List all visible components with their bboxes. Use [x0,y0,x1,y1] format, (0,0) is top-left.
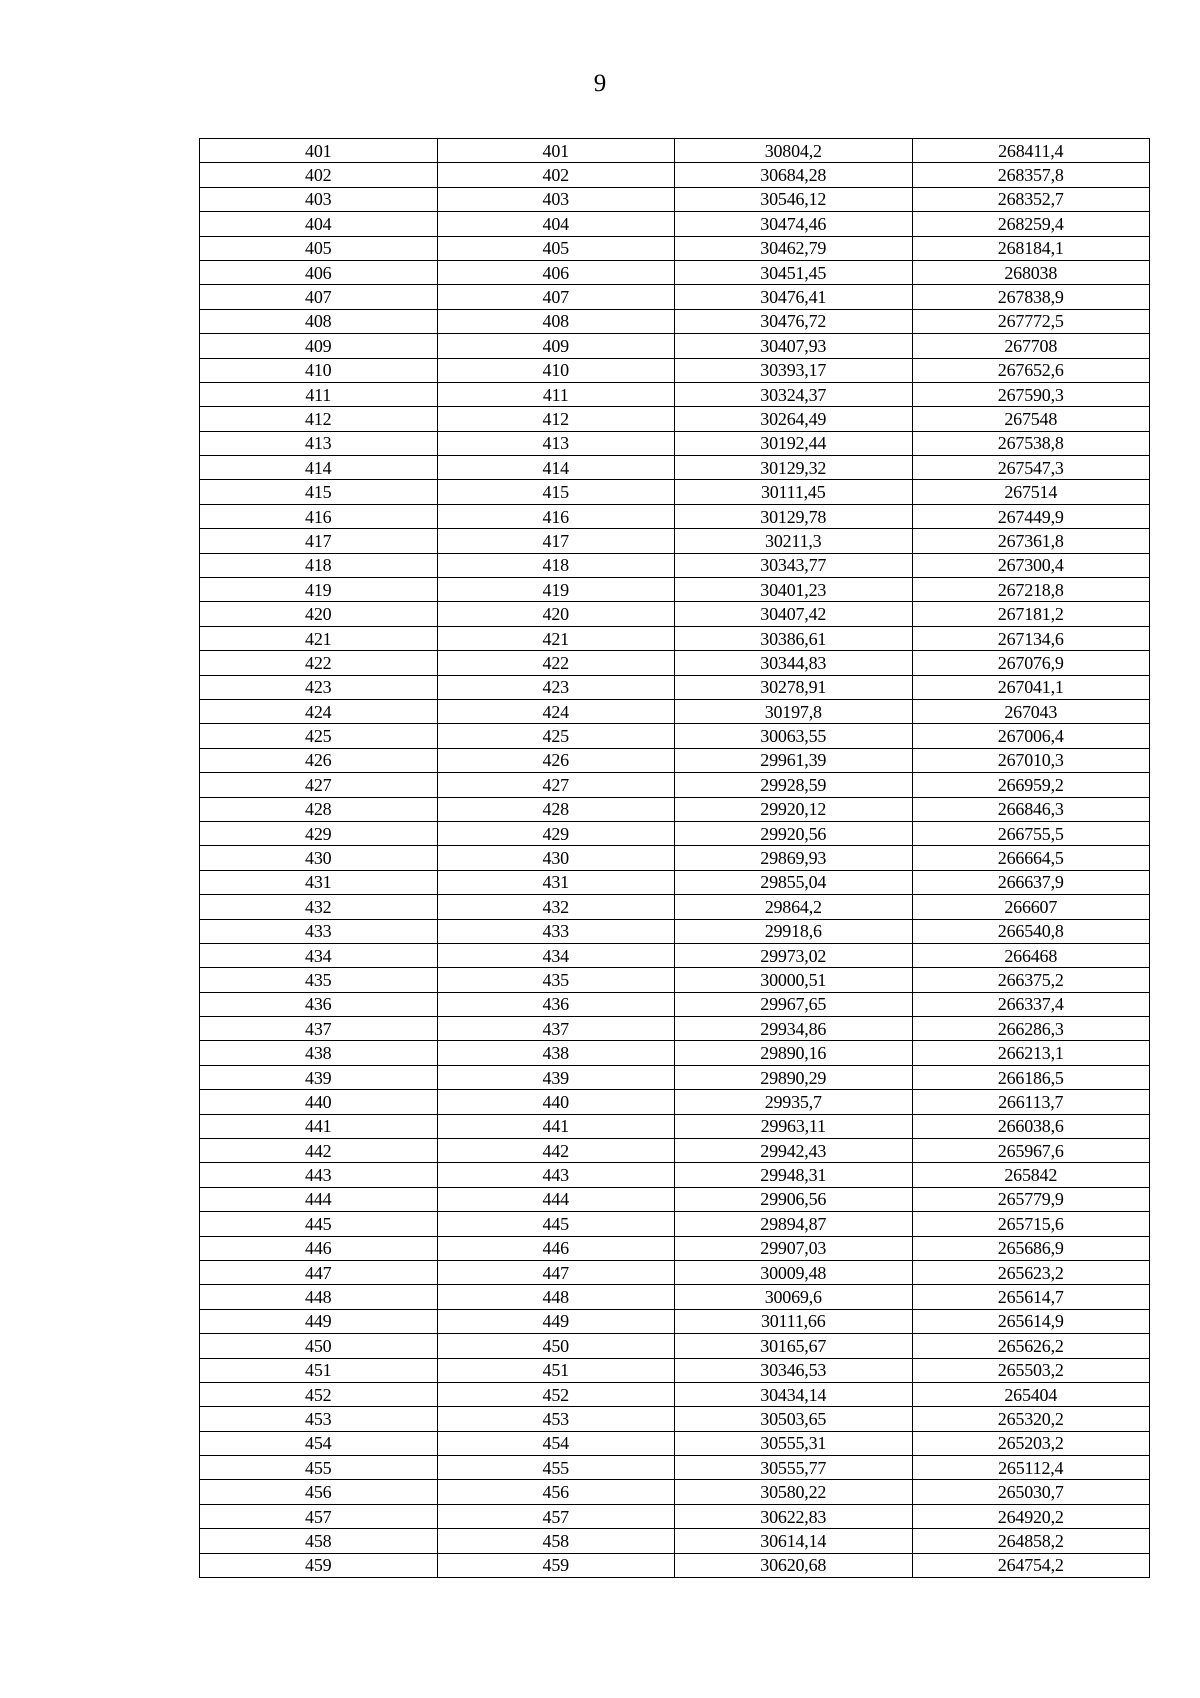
point-id-cell: 421 [437,626,675,650]
y-coordinate-cell: 266038,6 [912,1114,1150,1138]
y-coordinate-cell: 266286,3 [912,1017,1150,1041]
table-row [200,797,1150,821]
point-id-cell: 403 [437,187,675,211]
point-number-cell: 417 [200,529,438,553]
x-coordinate-cell: 30393,17 [675,358,913,382]
x-coordinate-cell: 30165,67 [675,1334,913,1358]
x-coordinate-cell: 29890,16 [675,1041,913,1065]
table-row [200,1163,1150,1187]
x-coordinate-cell: 30278,91 [675,675,913,699]
x-coordinate-cell: 30343,77 [675,553,913,577]
point-number-cell: 440 [200,1090,438,1114]
point-id-cell: 423 [437,675,675,699]
point-number-cell: 451 [200,1358,438,1382]
table-row [200,1382,1150,1406]
y-coordinate-cell: 265203,2 [912,1431,1150,1455]
y-coordinate-cell: 266113,7 [912,1090,1150,1114]
y-coordinate-cell: 267041,1 [912,675,1150,699]
point-number-cell: 438 [200,1041,438,1065]
coordinates-table [199,138,1150,1578]
y-coordinate-cell: 266375,2 [912,968,1150,992]
y-coordinate-cell: 267590,3 [912,382,1150,406]
point-id-cell: 434 [437,943,675,967]
point-number-cell: 459 [200,1553,438,1577]
y-coordinate-cell: 267547,3 [912,456,1150,480]
table-row [200,1309,1150,1333]
y-coordinate-cell: 266846,3 [912,797,1150,821]
x-coordinate-cell: 30129,32 [675,456,913,480]
table-row [200,334,1150,358]
y-coordinate-cell: 265626,2 [912,1334,1150,1358]
point-id-cell: 459 [437,1553,675,1577]
table-row [200,1285,1150,1309]
point-number-cell: 413 [200,431,438,455]
point-id-cell: 449 [437,1309,675,1333]
point-id-cell: 413 [437,431,675,455]
point-id-cell: 429 [437,821,675,845]
table-row [200,1017,1150,1041]
y-coordinate-cell: 268357,8 [912,163,1150,187]
point-number-cell: 455 [200,1456,438,1480]
point-id-cell: 425 [437,724,675,748]
point-number-cell: 449 [200,1309,438,1333]
point-number-cell: 439 [200,1065,438,1089]
point-number-cell: 401 [200,139,438,163]
table-row [200,1358,1150,1382]
x-coordinate-cell: 29907,03 [675,1236,913,1260]
table-row [200,578,1150,602]
y-coordinate-cell: 266540,8 [912,919,1150,943]
point-number-cell: 404 [200,212,438,236]
point-id-cell: 414 [437,456,675,480]
point-id-cell: 455 [437,1456,675,1480]
point-number-cell: 443 [200,1163,438,1187]
point-id-cell: 450 [437,1334,675,1358]
table-row [200,382,1150,406]
point-number-cell: 450 [200,1334,438,1358]
point-id-cell: 437 [437,1017,675,1041]
y-coordinate-cell: 267514 [912,480,1150,504]
point-number-cell: 431 [200,870,438,894]
table-row [200,821,1150,845]
y-coordinate-cell: 267043 [912,699,1150,723]
point-id-cell: 404 [437,212,675,236]
y-coordinate-cell: 267006,4 [912,724,1150,748]
x-coordinate-cell: 30111,66 [675,1309,913,1333]
x-coordinate-cell: 29934,86 [675,1017,913,1041]
point-id-cell: 408 [437,309,675,333]
point-id-cell: 419 [437,578,675,602]
point-number-cell: 423 [200,675,438,699]
x-coordinate-cell: 29973,02 [675,943,913,967]
y-coordinate-cell: 267708 [912,334,1150,358]
point-number-cell: 420 [200,602,438,626]
point-id-cell: 415 [437,480,675,504]
x-coordinate-cell: 30069,6 [675,1285,913,1309]
x-coordinate-cell: 29967,65 [675,992,913,1016]
point-id-cell: 453 [437,1407,675,1431]
point-number-cell: 403 [200,187,438,211]
point-number-cell: 418 [200,553,438,577]
y-coordinate-cell: 265614,9 [912,1309,1150,1333]
point-id-cell: 422 [437,651,675,675]
table-row [200,1529,1150,1553]
point-number-cell: 427 [200,773,438,797]
point-number-cell: 411 [200,382,438,406]
x-coordinate-cell: 29935,7 [675,1090,913,1114]
point-id-cell: 443 [437,1163,675,1187]
table-row [200,1504,1150,1528]
point-id-cell: 439 [437,1065,675,1089]
point-number-cell: 436 [200,992,438,1016]
table-row [200,773,1150,797]
x-coordinate-cell: 30804,2 [675,139,913,163]
x-coordinate-cell: 30264,49 [675,407,913,431]
table-row [200,309,1150,333]
x-coordinate-cell: 30009,48 [675,1260,913,1284]
table-row [200,504,1150,528]
page-number: 9 [593,70,607,97]
point-id-cell: 411 [437,382,675,406]
x-coordinate-cell: 30192,44 [675,431,913,455]
x-coordinate-cell: 29890,29 [675,1065,913,1089]
point-number-cell: 424 [200,699,438,723]
table-row [200,1187,1150,1211]
point-id-cell: 430 [437,846,675,870]
x-coordinate-cell: 30614,14 [675,1529,913,1553]
x-coordinate-cell: 30555,31 [675,1431,913,1455]
point-number-cell: 422 [200,651,438,675]
table-row [200,456,1150,480]
point-number-cell: 445 [200,1212,438,1236]
y-coordinate-cell: 267300,4 [912,553,1150,577]
y-coordinate-cell: 266755,5 [912,821,1150,845]
y-coordinate-cell: 267548 [912,407,1150,431]
table-row [200,529,1150,553]
point-number-cell: 433 [200,919,438,943]
y-coordinate-cell: 267218,8 [912,578,1150,602]
table-row [200,1260,1150,1284]
point-number-cell: 432 [200,895,438,919]
x-coordinate-cell: 30451,45 [675,260,913,284]
x-coordinate-cell: 30684,28 [675,163,913,187]
table-row [200,992,1150,1016]
x-coordinate-cell: 29869,93 [675,846,913,870]
point-number-cell: 408 [200,309,438,333]
point-id-cell: 444 [437,1187,675,1211]
y-coordinate-cell: 266959,2 [912,773,1150,797]
y-coordinate-cell: 265030,7 [912,1480,1150,1504]
table-row [200,846,1150,870]
x-coordinate-cell: 30407,42 [675,602,913,626]
table-row [200,1236,1150,1260]
point-id-cell: 448 [437,1285,675,1309]
y-coordinate-cell: 265779,9 [912,1187,1150,1211]
x-coordinate-cell: 29894,87 [675,1212,913,1236]
x-coordinate-cell: 29942,43 [675,1139,913,1163]
table-row [200,943,1150,967]
point-id-cell: 438 [437,1041,675,1065]
point-number-cell: 416 [200,504,438,528]
x-coordinate-cell: 30555,77 [675,1456,913,1480]
table-row [200,1456,1150,1480]
point-number-cell: 434 [200,943,438,967]
x-coordinate-cell: 30344,83 [675,651,913,675]
y-coordinate-cell: 267361,8 [912,529,1150,553]
point-id-cell: 456 [437,1480,675,1504]
point-id-cell: 409 [437,334,675,358]
point-number-cell: 430 [200,846,438,870]
point-id-cell: 447 [437,1260,675,1284]
x-coordinate-cell: 30386,61 [675,626,913,650]
y-coordinate-cell: 265715,6 [912,1212,1150,1236]
point-number-cell: 410 [200,358,438,382]
point-number-cell: 452 [200,1382,438,1406]
point-id-cell: 402 [437,163,675,187]
x-coordinate-cell: 30111,45 [675,480,913,504]
point-id-cell: 418 [437,553,675,577]
point-id-cell: 433 [437,919,675,943]
table-row [200,602,1150,626]
x-coordinate-cell: 29961,39 [675,748,913,772]
point-number-cell: 419 [200,578,438,602]
y-coordinate-cell: 266468 [912,943,1150,967]
point-id-cell: 407 [437,285,675,309]
table-row [200,699,1150,723]
y-coordinate-cell: 264858,2 [912,1529,1150,1553]
x-coordinate-cell: 29855,04 [675,870,913,894]
table-row [200,1407,1150,1431]
table-row [200,407,1150,431]
x-coordinate-cell: 30401,23 [675,578,913,602]
y-coordinate-cell: 265320,2 [912,1407,1150,1431]
y-coordinate-cell: 265112,4 [912,1456,1150,1480]
y-coordinate-cell: 267134,6 [912,626,1150,650]
x-coordinate-cell: 29918,6 [675,919,913,943]
y-coordinate-cell: 265623,2 [912,1260,1150,1284]
point-number-cell: 426 [200,748,438,772]
x-coordinate-cell: 29920,56 [675,821,913,845]
point-number-cell: 453 [200,1407,438,1431]
point-number-cell: 412 [200,407,438,431]
table-row [200,870,1150,894]
point-id-cell: 420 [437,602,675,626]
y-coordinate-cell: 267010,3 [912,748,1150,772]
point-id-cell: 442 [437,1139,675,1163]
point-id-cell: 416 [437,504,675,528]
y-coordinate-cell: 266337,4 [912,992,1150,1016]
x-coordinate-cell: 30063,55 [675,724,913,748]
table-row [200,358,1150,382]
table-row [200,651,1150,675]
table-row [200,285,1150,309]
coordinates-table-body [200,139,1150,1578]
table-row [200,1334,1150,1358]
point-number-cell: 425 [200,724,438,748]
table-row [200,1553,1150,1577]
x-coordinate-cell: 29906,56 [675,1187,913,1211]
point-number-cell: 421 [200,626,438,650]
point-number-cell: 456 [200,1480,438,1504]
table-row [200,212,1150,236]
point-number-cell: 414 [200,456,438,480]
y-coordinate-cell: 266186,5 [912,1065,1150,1089]
x-coordinate-cell: 30503,65 [675,1407,913,1431]
point-number-cell: 454 [200,1431,438,1455]
point-id-cell: 451 [437,1358,675,1382]
table-row [200,919,1150,943]
point-number-cell: 444 [200,1187,438,1211]
table-row [200,163,1150,187]
y-coordinate-cell: 268259,4 [912,212,1150,236]
table-row [200,1114,1150,1138]
y-coordinate-cell: 265614,7 [912,1285,1150,1309]
x-coordinate-cell: 29963,11 [675,1114,913,1138]
point-number-cell: 428 [200,797,438,821]
y-coordinate-cell: 264920,2 [912,1504,1150,1528]
table-row [200,968,1150,992]
x-coordinate-cell: 30129,78 [675,504,913,528]
point-number-cell: 458 [200,1529,438,1553]
y-coordinate-cell: 265404 [912,1382,1150,1406]
point-id-cell: 446 [437,1236,675,1260]
x-coordinate-cell: 29948,31 [675,1163,913,1187]
x-coordinate-cell: 30346,53 [675,1358,913,1382]
y-coordinate-cell: 266607 [912,895,1150,919]
y-coordinate-cell: 267838,9 [912,285,1150,309]
point-number-cell: 441 [200,1114,438,1138]
x-coordinate-cell: 30476,72 [675,309,913,333]
y-coordinate-cell: 265503,2 [912,1358,1150,1382]
x-coordinate-cell: 30211,3 [675,529,913,553]
point-id-cell: 405 [437,236,675,260]
table-row [200,1090,1150,1114]
table-row [200,1212,1150,1236]
y-coordinate-cell: 265842 [912,1163,1150,1187]
table-row [200,236,1150,260]
table-row [200,1480,1150,1504]
point-number-cell: 409 [200,334,438,358]
y-coordinate-cell: 266664,5 [912,846,1150,870]
y-coordinate-cell: 267181,2 [912,602,1150,626]
table-row [200,675,1150,699]
x-coordinate-cell: 30476,41 [675,285,913,309]
x-coordinate-cell: 29920,12 [675,797,913,821]
point-id-cell: 431 [437,870,675,894]
table-row [200,1431,1150,1455]
x-coordinate-cell: 30620,68 [675,1553,913,1577]
point-number-cell: 437 [200,1017,438,1041]
point-id-cell: 445 [437,1212,675,1236]
y-coordinate-cell: 266637,9 [912,870,1150,894]
x-coordinate-cell: 30546,12 [675,187,913,211]
point-number-cell: 442 [200,1139,438,1163]
point-id-cell: 424 [437,699,675,723]
y-coordinate-cell: 268352,7 [912,187,1150,211]
point-id-cell: 427 [437,773,675,797]
point-number-cell: 435 [200,968,438,992]
point-id-cell: 426 [437,748,675,772]
point-id-cell: 441 [437,1114,675,1138]
point-number-cell: 406 [200,260,438,284]
point-number-cell: 405 [200,236,438,260]
y-coordinate-cell: 268411,4 [912,139,1150,163]
table-row [200,1139,1150,1163]
x-coordinate-cell: 30000,51 [675,968,913,992]
table-row [200,187,1150,211]
y-coordinate-cell: 267076,9 [912,651,1150,675]
y-coordinate-cell: 268038 [912,260,1150,284]
x-coordinate-cell: 30324,37 [675,382,913,406]
x-coordinate-cell: 29864,2 [675,895,913,919]
y-coordinate-cell: 265967,6 [912,1139,1150,1163]
table-row [200,260,1150,284]
point-number-cell: 407 [200,285,438,309]
point-id-cell: 417 [437,529,675,553]
table-row [200,553,1150,577]
table-row [200,626,1150,650]
point-number-cell: 457 [200,1504,438,1528]
table-row [200,1041,1150,1065]
x-coordinate-cell: 30407,93 [675,334,913,358]
point-number-cell: 448 [200,1285,438,1309]
point-number-cell: 446 [200,1236,438,1260]
y-coordinate-cell: 264754,2 [912,1553,1150,1577]
table-row [200,480,1150,504]
y-coordinate-cell: 265686,9 [912,1236,1150,1260]
point-id-cell: 436 [437,992,675,1016]
table-row [200,724,1150,748]
table-row [200,431,1150,455]
y-coordinate-cell: 267652,6 [912,358,1150,382]
x-coordinate-cell: 30580,22 [675,1480,913,1504]
table-row [200,1065,1150,1089]
x-coordinate-cell: 30197,8 [675,699,913,723]
point-id-cell: 428 [437,797,675,821]
point-id-cell: 458 [437,1529,675,1553]
x-coordinate-cell: 30474,46 [675,212,913,236]
point-id-cell: 412 [437,407,675,431]
y-coordinate-cell: 267772,5 [912,309,1150,333]
point-id-cell: 410 [437,358,675,382]
y-coordinate-cell: 267449,9 [912,504,1150,528]
y-coordinate-cell: 268184,1 [912,236,1150,260]
point-number-cell: 429 [200,821,438,845]
point-id-cell: 457 [437,1504,675,1528]
point-number-cell: 447 [200,1260,438,1284]
point-id-cell: 406 [437,260,675,284]
x-coordinate-cell: 30462,79 [675,236,913,260]
y-coordinate-cell: 267538,8 [912,431,1150,455]
point-id-cell: 452 [437,1382,675,1406]
x-coordinate-cell: 30434,14 [675,1382,913,1406]
x-coordinate-cell: 30622,83 [675,1504,913,1528]
point-id-cell: 440 [437,1090,675,1114]
y-coordinate-cell: 266213,1 [912,1041,1150,1065]
table-row [200,139,1150,163]
point-id-cell: 454 [437,1431,675,1455]
table-row [200,748,1150,772]
point-number-cell: 402 [200,163,438,187]
point-id-cell: 435 [437,968,675,992]
point-id-cell: 401 [437,139,675,163]
point-id-cell: 432 [437,895,675,919]
point-number-cell: 415 [200,480,438,504]
table-row [200,895,1150,919]
x-coordinate-cell: 29928,59 [675,773,913,797]
